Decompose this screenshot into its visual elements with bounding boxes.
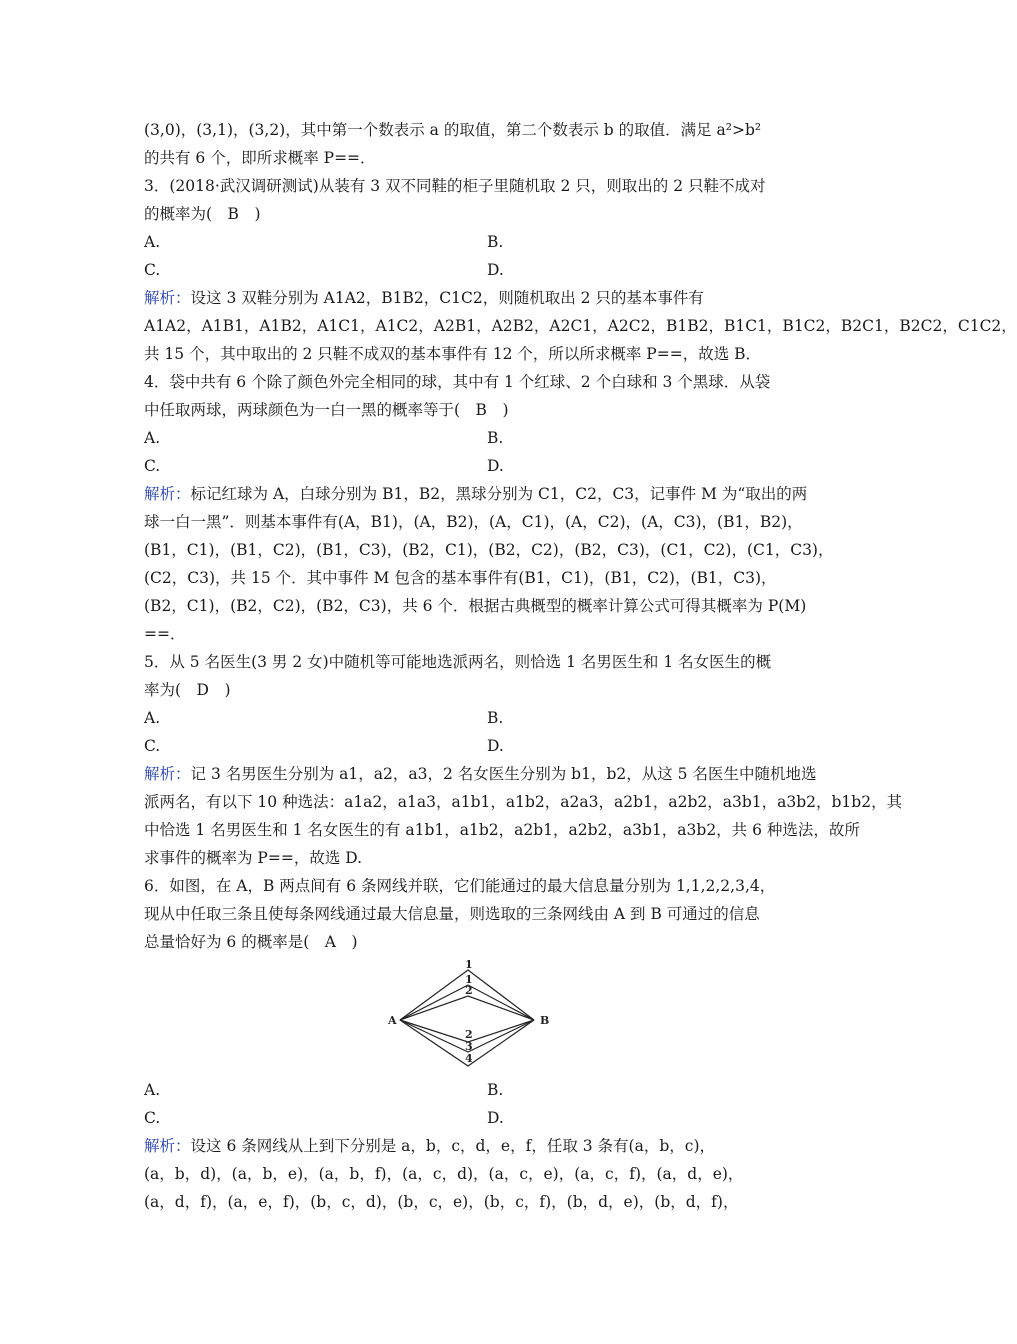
option-a: A. xyxy=(144,233,161,251)
analysis-line xyxy=(144,764,824,784)
option-d: D. xyxy=(487,1109,504,1127)
analysis-text: 记 3 名男医生分别为 a1，a2，a3，2 名女医生分别为 b1，b2，从这 5 名医生中随机地选 xyxy=(190,765,817,783)
text-line: 总量恰好为 6 的概率是( A ) xyxy=(144,933,358,951)
wire-label: 2 xyxy=(465,984,473,997)
text-line: 求事件的概率为 P==，故选 D. xyxy=(144,849,363,867)
network-diagram xyxy=(380,958,580,1070)
text-line: A1A2，A1B1，A1B2，A1C1，A1C2，A2B1，A2B2，A2C1，A2C2，B1B2，B1C1，B1C2，B2C1，B2C2，C1C2， xyxy=(144,317,1017,335)
text-line: 派两名，有以下 10 种选法：a1a2，a1a3，a1b1，a1b2，a2a3，a2b1，a2b2，a3b1，a3b2，b1b2，其 xyxy=(144,793,903,811)
option-b: B. xyxy=(487,709,504,727)
text-line: 现从中任取三条且使每条网线通过最大信息量，则选取的三条网线由 A 到 B 可通过的信息 xyxy=(144,905,760,923)
text-line: 中任取两球，两球颜色为一白一黑的概率等于( B ) xyxy=(144,401,509,419)
option-d: D. xyxy=(487,457,504,475)
option-c: C. xyxy=(144,1109,161,1127)
text-line: 中恰选 1 名男医生和 1 名女医生的有 a1b1，a1b2，a2b1，a2b2，a3b1，a3b2，共 6 种选法，故所 xyxy=(144,821,860,839)
option-a: A. xyxy=(144,1081,161,1099)
text-line: 的共有 6 个，即所求概率 P==． xyxy=(144,149,376,167)
question-3: 3．(2018·武汉调研测试)从装有 3 双不同鞋的柜子里随机取 2 只，则取出的 2 只鞋不成对 xyxy=(144,177,766,195)
analysis-label: 解析： xyxy=(144,1137,191,1155)
option-a: A. xyxy=(144,709,161,727)
option-a: A. xyxy=(144,429,161,447)
option-c: C. xyxy=(144,737,161,755)
option-d: D. xyxy=(487,261,504,279)
option-c: C. xyxy=(144,457,161,475)
question-4: 4．袋中共有 6 个除了颜色外完全相同的球，其中有 1 个红球、2 个白球和 3 个黑球．从袋 xyxy=(144,373,771,391)
analysis-line xyxy=(144,1136,824,1156)
text-line: (a，b，d)，(a，b，e)，(a，b，f)，(a，c，d)，(a，c，e)，(a，c，f)，(a，d，e)， xyxy=(144,1165,744,1183)
analysis-text: 设这 3 双鞋分别为 A1A2，B1B2，C1C2，则随机取出 2 只的基本事件有 xyxy=(190,289,704,307)
wire-label: 3 xyxy=(465,1040,473,1053)
option-c: C. xyxy=(144,261,161,279)
option-b: B. xyxy=(487,233,504,251)
text-line: (B2，C1)，(B2，C2)，(B2，C3)，共 6 个．根据古典概型的概率计算公式可得其概率为 P(M) xyxy=(144,597,807,615)
option-d: D. xyxy=(487,737,504,755)
text-line: 球一白一黑”．则基本事件有(A，B1)，(A，B2)，(A，C1)，(A，C2)，(A，C3)，(B1，B2)， xyxy=(144,513,803,531)
text-line: (B1，C1)，(B1，C2)，(B1，C3)，(B2，C1)，(B2，C2)，(B2，C3)，(C1，C2)，(C1，C3)， xyxy=(144,541,834,559)
analysis-label: 解析： xyxy=(144,289,191,307)
question-6: 6．如图，在 A，B 两点间有 6 条网线并联，它们能通过的最大信息量分别为 1,1,2,2,3,4， xyxy=(144,877,776,895)
option-b: B. xyxy=(487,1081,504,1099)
question-5: 5．从 5 名医生(3 男 2 女)中随机等可能地选派两名，则恰选 1 名男医生和 1 名女医生的概 xyxy=(144,653,772,671)
text-line: ==． xyxy=(144,625,186,643)
analysis-line xyxy=(144,484,824,504)
analysis-label: 解析： xyxy=(144,765,191,783)
node-a-label: A xyxy=(388,1014,397,1027)
text-line: 的概率为( B ) xyxy=(144,205,261,223)
wire-label: 2 xyxy=(465,1028,473,1041)
network-figure xyxy=(380,958,580,1070)
analysis-text: 标记红球为 A，白球分别为 B1，B2，黑球分别为 C1，C2，C3，记事件 M 为“取出的两 xyxy=(190,485,808,503)
analysis-text: 设这 6 条网线从上到下分别是 a，b，c，d，e，f，任取 3 条有(a，b，c)， xyxy=(190,1137,715,1155)
text-line: (3,0)，(3,1)，(3,2)，其中第一个数表示 a 的取值，第二个数表示 b 的取值．满足 a²>b² xyxy=(144,121,762,139)
text-line: (a，d，f)，(a，e，f)，(b，c，d)，(b，c，e)，(b，c，f)，(b，d，e)，(b，d，f)， xyxy=(144,1193,739,1211)
text-line: 共 15 个，其中取出的 2 只鞋不成双的基本事件有 12 个，所以所求概率 P==，故选 B． xyxy=(144,345,762,363)
wire-3 xyxy=(400,996,534,1020)
wire-label: 1 xyxy=(465,973,473,986)
wire-label: 4 xyxy=(465,1052,473,1065)
option-b: B. xyxy=(487,429,504,447)
text-line: 率为( D ) xyxy=(144,681,231,699)
analysis-label: 解析： xyxy=(144,485,191,503)
analysis-line xyxy=(144,288,824,308)
wire-label: 1 xyxy=(465,958,473,971)
text-line: (C2，C3)，共 15 个．其中事件 M 包含的基本事件有(B1，C1)，(B1，C2)，(B1，C3)， xyxy=(144,569,777,587)
node-b-label: B xyxy=(540,1014,550,1027)
